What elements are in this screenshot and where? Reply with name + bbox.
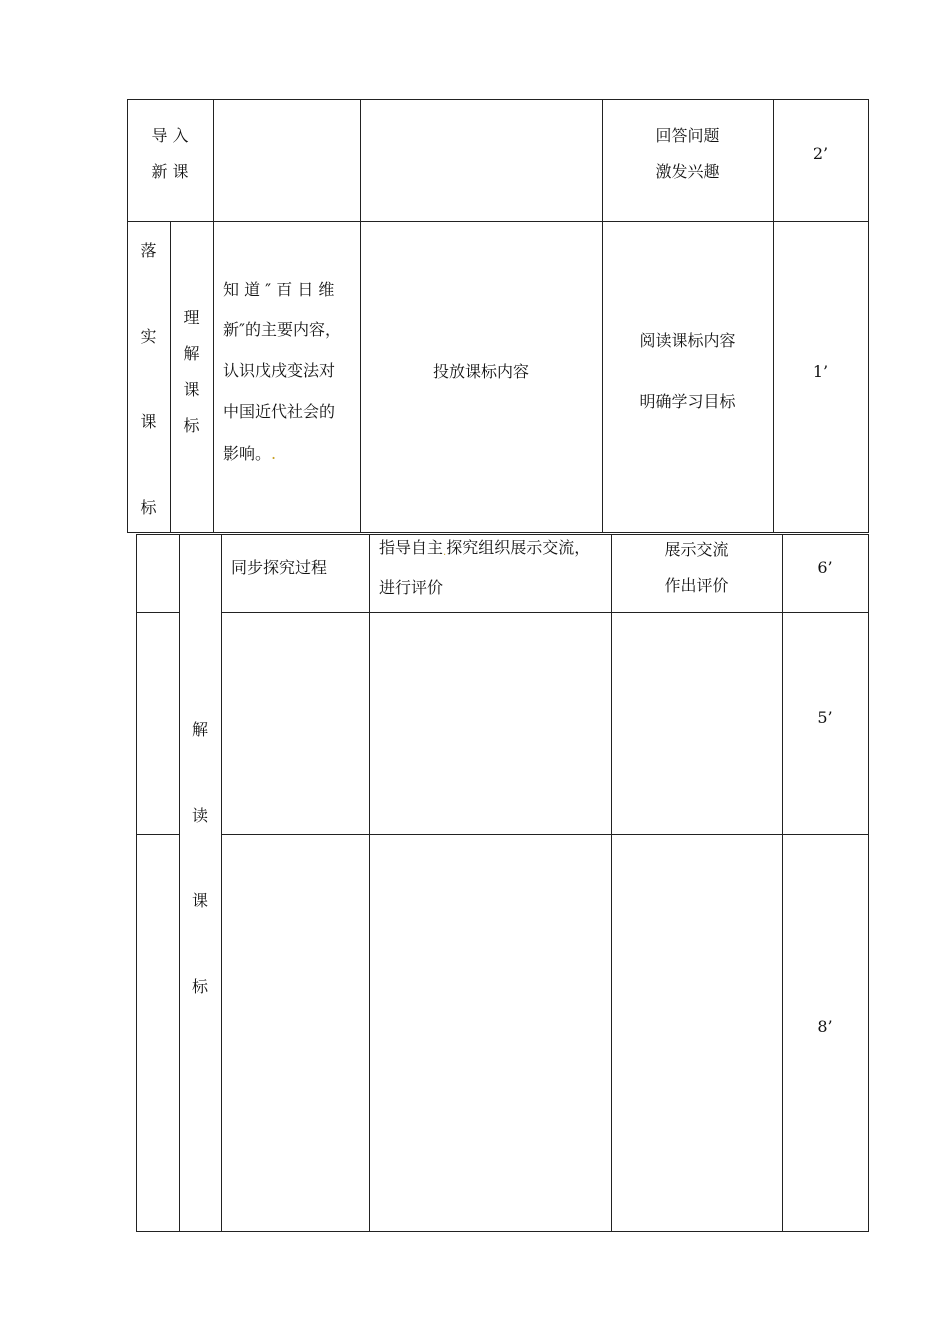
table-border (213, 99, 214, 533)
time-value: 6’ (817, 558, 833, 577)
cell-text: 进行评价 (379, 578, 444, 597)
table-border (127, 532, 869, 533)
cell-text: 回答问题 (655, 126, 720, 145)
table-border (782, 534, 783, 1232)
cell-char: 课 (140, 412, 157, 431)
cell-char: 课 (183, 380, 200, 399)
sub-section-label-vertical (170, 221, 213, 532)
cell-text: 作出评价 (664, 576, 729, 595)
table-border (136, 1231, 869, 1232)
table-border (136, 834, 179, 835)
cell-char: 标 (183, 416, 200, 435)
cell-text (379, 540, 590, 558)
cell-char: 读 (191, 806, 208, 825)
cell-text: 新″的主要内容， (223, 320, 341, 339)
cell-text: 中国近代社会的 (223, 402, 336, 421)
cell-text: 影响。 (223, 444, 272, 463)
cell-text: 认识戊戌变法对 (223, 361, 336, 380)
time-value: 8’ (817, 1017, 833, 1036)
cell-char: 解 (183, 344, 200, 363)
table-border (136, 534, 869, 535)
mark-dot: . (443, 547, 447, 558)
table-border (136, 534, 137, 1232)
cell-text: 激发兴趣 (655, 162, 720, 181)
cell-text: 新 课 (151, 162, 189, 181)
teacher-activity-cell: 投放课标内容 (432, 362, 529, 381)
time-value: 5’ (817, 708, 833, 727)
cell-text: 导 入 (151, 126, 189, 145)
table-border (127, 99, 869, 100)
section-label-vertical (127, 221, 170, 532)
table-border (360, 99, 361, 533)
cell-char: 课 (191, 891, 208, 910)
time-value: 1’ (812, 362, 829, 381)
content-cell: 同步探究过程 (231, 558, 328, 577)
cell-text (223, 446, 276, 462)
table-border (127, 221, 869, 222)
cell-char: 标 (191, 977, 208, 996)
table-border (773, 99, 774, 533)
cell-text: 明确学习目标 (639, 392, 736, 411)
table-border (221, 534, 222, 1232)
cell-char: 理 (183, 308, 200, 327)
mark-dot: . (271, 444, 277, 463)
table-border (221, 834, 869, 835)
cell-text: 知 道 ″ 百 日 维 (223, 280, 335, 299)
cell-text: 指导自主 (379, 538, 444, 557)
table-border (136, 612, 179, 613)
cell-text: 探究组织展示交流， (446, 538, 591, 557)
sub-section-label-vertical (179, 534, 221, 1231)
table-border (369, 534, 370, 1232)
cell-char: 标 (140, 498, 157, 517)
table-border (868, 99, 869, 533)
time-value: 2’ (812, 144, 829, 163)
cell-char: 落 (140, 241, 157, 260)
table-border (868, 534, 869, 1232)
cell-text: 展示交流 (664, 540, 729, 559)
table-border (221, 612, 869, 613)
table-border (611, 534, 612, 1232)
cell-char: 实 (140, 327, 157, 346)
cell-char: 解 (191, 720, 208, 739)
cell-text: 阅读课标内容 (639, 331, 736, 350)
